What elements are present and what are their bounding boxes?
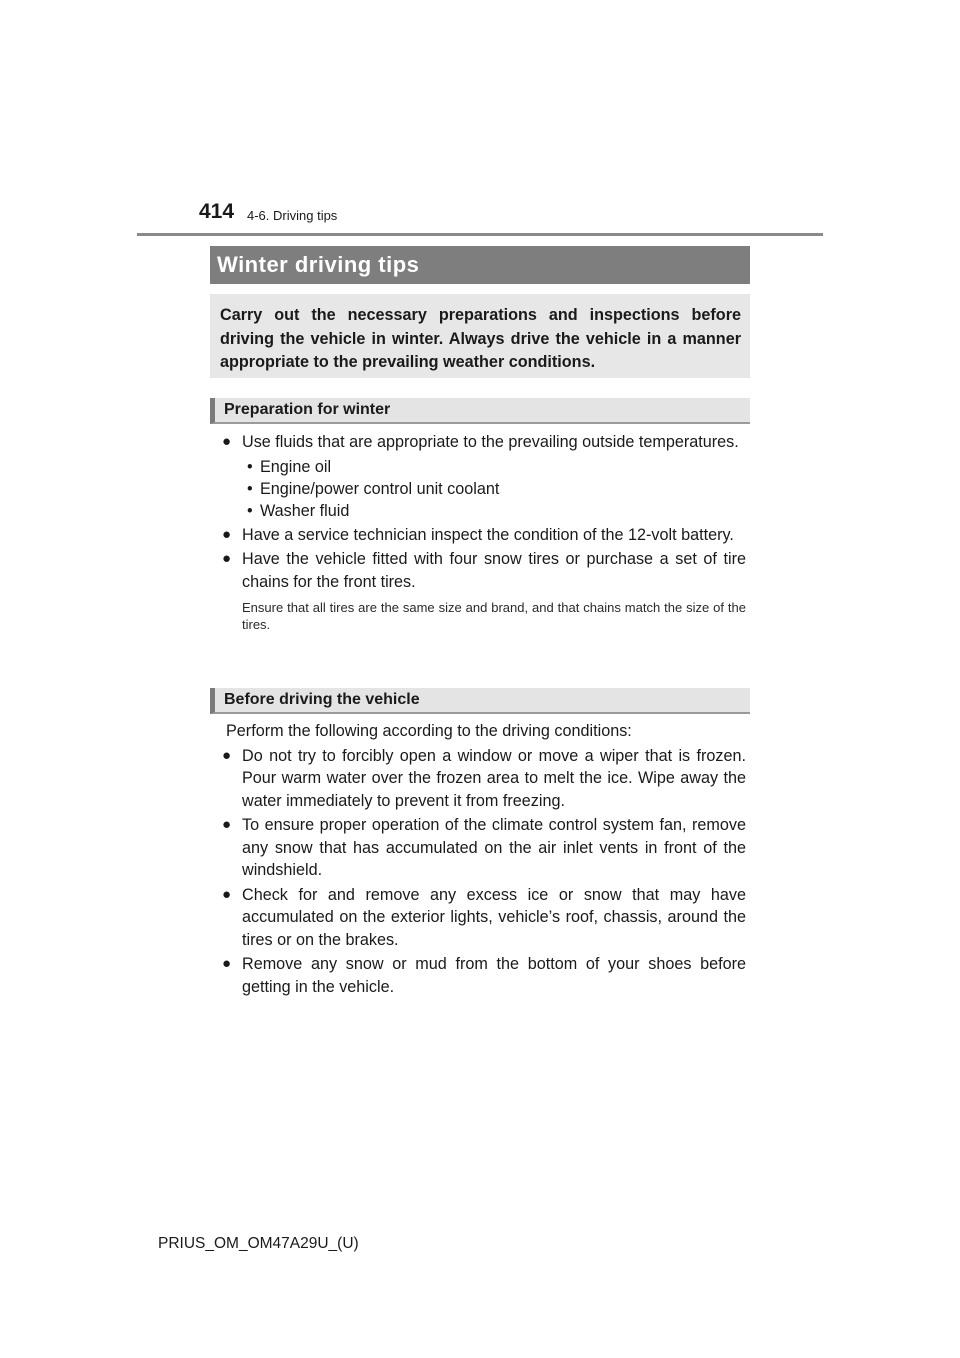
list-item: [222, 524, 746, 547]
dot-icon: •: [247, 457, 253, 476]
bullet-icon: ●: [222, 433, 232, 450]
section-heading-preparation: Preparation for winter: [210, 398, 750, 424]
bullet-icon: ●: [222, 885, 232, 903]
bullet-icon: ●: [222, 816, 232, 833]
section-reference: 4-6. Driving tips: [247, 208, 338, 223]
page-number: 414: [199, 200, 235, 223]
fluid-item: [242, 478, 746, 500]
list-item: [222, 745, 746, 813]
intro-box: [210, 294, 750, 378]
fluid-item-text: Washer fluid: [260, 501, 350, 520]
header-divider: [137, 233, 823, 236]
section-heading-before-driving: Before driving the vehicle: [210, 688, 750, 714]
fluid-item: [242, 500, 746, 522]
tire-note: Ensure that all tires are the same size and brand, and that chains match the size of the tires.: [242, 600, 746, 632]
list-item: [222, 548, 746, 593]
list-item: [222, 953, 746, 998]
list-item-text: Have the vehicle fitted with four snow tires or purchase a set of tire chains for the front tires.: [242, 550, 746, 591]
list-item-text: To ensure proper operation of the climate control system fan, remove any snow that has accumulated on the air inlet vents in front of the windshield.: [242, 816, 746, 879]
list-item-text: Check for and remove any excess ice or snow that may have accumulated on the exterior lights, vehicle’s roof, chassis, around the tires or on the brakes.: [242, 885, 746, 949]
bullet-icon: ●: [222, 550, 232, 567]
fluid-item-text: Engine oil: [260, 457, 332, 476]
intro-text: Carry out the necessary preparations and inspections before driving the vehicle in winter. Always drive the vehicle in a manner appropriate to the prevailing weather conditions.: [220, 306, 741, 371]
list-item-text: Use fluids that are appropriate to the prevailing outside temperatures.: [242, 433, 739, 451]
before-driving-list: [222, 720, 746, 1000]
page-header: [199, 200, 599, 230]
list-item-text: Do not try to forcibly open a window or move a wiper that is frozen. Pour warm water over the frozen area to melt the ice. Wipe away the water immediately to prevent it from freezing.: [242, 746, 746, 810]
dot-icon: •: [247, 501, 253, 520]
list-item-text: Remove any snow or mud from the bottom of your shoes before getting in the vehicle.: [242, 955, 746, 996]
preparation-list: [222, 431, 746, 633]
bullet-icon: ●: [222, 525, 232, 543]
list-item: [222, 431, 746, 454]
bullet-icon: ●: [222, 955, 232, 972]
list-item-text: Have a service technician inspect the condition of the 12-volt battery.: [242, 525, 734, 544]
list-item: [222, 814, 746, 882]
lead-text: Perform the following according to the driving conditions:: [226, 722, 632, 740]
document-code: PRIUS_OM_OM47A29U_(U): [158, 1235, 359, 1252]
fluid-item: [242, 456, 746, 478]
fluid-list: [242, 456, 746, 522]
list-item: [222, 884, 746, 952]
bullet-icon: ●: [222, 746, 232, 764]
page-title: Winter driving tips: [210, 246, 750, 284]
dot-icon: •: [247, 479, 253, 498]
fluid-item-text: Engine/power control unit coolant: [260, 479, 500, 498]
